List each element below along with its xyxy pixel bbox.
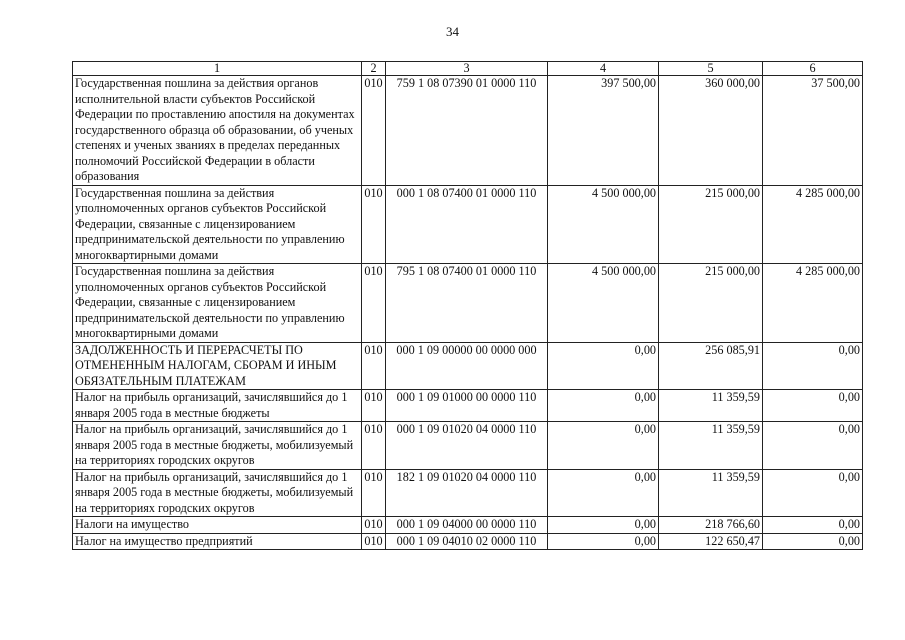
- row-value-4: 0,00: [548, 342, 659, 390]
- table-header-row: [73, 62, 863, 76]
- column-header: 2: [362, 62, 386, 76]
- row-line-code: 010: [362, 469, 386, 517]
- row-budget-code: 000 1 08 07400 01 0000 110: [386, 185, 548, 264]
- row-value-5: 218 766,60: [659, 517, 763, 534]
- row-value-4: 0,00: [548, 422, 659, 470]
- row-budget-code: 000 1 09 01020 04 0000 110: [386, 422, 548, 470]
- row-value-5: 256 085,91: [659, 342, 763, 390]
- row-value-6: 4 285 000,00: [763, 185, 863, 264]
- row-value-4: 397 500,00: [548, 76, 659, 186]
- row-value-6: 0,00: [763, 342, 863, 390]
- row-value-5: 215 000,00: [659, 185, 763, 264]
- row-value-6: 0,00: [763, 390, 863, 422]
- row-value-5: 11 359,59: [659, 422, 763, 470]
- column-header: 3: [386, 62, 548, 76]
- table-row: [73, 264, 863, 343]
- row-line-code: 010: [362, 342, 386, 390]
- table-row: [73, 533, 863, 550]
- row-value-6: 0,00: [763, 533, 863, 550]
- table-row: [73, 76, 863, 186]
- row-value-4: 4 500 000,00: [548, 185, 659, 264]
- row-name: Налог на прибыль организаций, зачислявшийся до 1 января 2005 года в местные бюджеты, мобилизуемый на территориях городских округов: [73, 469, 362, 517]
- row-value-5: 360 000,00: [659, 76, 763, 186]
- table-row: [73, 390, 863, 422]
- row-name: Государственная пошлина за действия уполномоченных органов субъектов Российской Федерации, связанные с лицензированием предпринимательской деятельности по управлению многоквартирными домами: [73, 185, 362, 264]
- row-value-4: 4 500 000,00: [548, 264, 659, 343]
- row-budget-code: 000 1 09 04010 02 0000 110: [386, 533, 548, 550]
- row-value-6: 37 500,00: [763, 76, 863, 186]
- row-budget-code: 759 1 08 07390 01 0000 110: [386, 76, 548, 186]
- row-value-5: 122 650,47: [659, 533, 763, 550]
- row-name: Налог на прибыль организаций, зачислявшийся до 1 января 2005 года в местные бюджеты, мобилизуемый на территориях городских округов: [73, 422, 362, 470]
- column-header: 4: [548, 62, 659, 76]
- row-value-4: 0,00: [548, 517, 659, 534]
- row-line-code: 010: [362, 185, 386, 264]
- row-value-6: 0,00: [763, 422, 863, 470]
- row-line-code: 010: [362, 533, 386, 550]
- column-header: 6: [763, 62, 863, 76]
- row-name: Государственная пошлина за действия органов исполнительной власти субъектов Российской Федерации по проставлению апостиля на документах государственного образца об образовании, об ученых степенях и ученых званиях в пределах переданных полномочий Российской Федерации в области образования: [73, 76, 362, 186]
- row-line-code: 010: [362, 264, 386, 343]
- revenue-table: [72, 61, 863, 550]
- row-value-5: 215 000,00: [659, 264, 763, 343]
- row-value-6: 4 285 000,00: [763, 264, 863, 343]
- row-name: Государственная пошлина за действия уполномоченных органов субъектов Российской Федерации, связанные с лицензированием предпринимательской деятельности по управлению многоквартирными домами: [73, 264, 362, 343]
- row-value-4: 0,00: [548, 533, 659, 550]
- row-value-5: 11 359,59: [659, 390, 763, 422]
- column-header: 1: [73, 62, 362, 76]
- row-name: Налоги на имущество: [73, 517, 362, 534]
- row-value-6: 0,00: [763, 517, 863, 534]
- table-row: [73, 469, 863, 517]
- row-name: Налог на имущество предприятий: [73, 533, 362, 550]
- table-row: [73, 185, 863, 264]
- page-number: 34: [446, 24, 459, 39]
- row-budget-code: 182 1 09 01020 04 0000 110: [386, 469, 548, 517]
- row-budget-code: 795 1 08 07400 01 0000 110: [386, 264, 548, 343]
- table-row: [73, 517, 863, 534]
- row-line-code: 010: [362, 422, 386, 470]
- table-row: [73, 342, 863, 390]
- row-value-4: 0,00: [548, 390, 659, 422]
- row-value-4: 0,00: [548, 469, 659, 517]
- row-line-code: 010: [362, 517, 386, 534]
- row-name: ЗАДОЛЖЕННОСТЬ И ПЕРЕРАСЧЕТЫ ПО ОТМЕНЕННЫМ НАЛОГАМ, СБОРАМ И ИНЫМ ОБЯЗАТЕЛЬНЫМ ПЛАТЕЖАМ: [73, 342, 362, 390]
- row-line-code: 010: [362, 76, 386, 186]
- row-value-6: 0,00: [763, 469, 863, 517]
- table-row: [73, 422, 863, 470]
- row-value-5: 11 359,59: [659, 469, 763, 517]
- row-budget-code: 000 1 09 00000 00 0000 000: [386, 342, 548, 390]
- column-header: 5: [659, 62, 763, 76]
- row-line-code: 010: [362, 390, 386, 422]
- row-budget-code: 000 1 09 01000 00 0000 110: [386, 390, 548, 422]
- row-name: Налог на прибыль организаций, зачислявшийся до 1 января 2005 года в местные бюджеты: [73, 390, 362, 422]
- row-budget-code: 000 1 09 04000 00 0000 110: [386, 517, 548, 534]
